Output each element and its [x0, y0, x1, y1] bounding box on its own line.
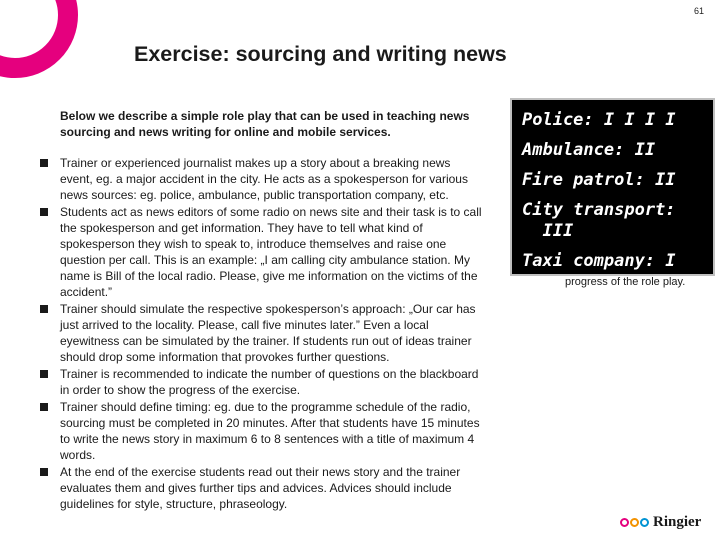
- bullet-text: Trainer is recommended to indicate the number of questions on the blackboard in order to show the progress of the exercise.: [60, 367, 479, 397]
- bullet-item: [60, 155, 484, 203]
- logo-dot-icon: [630, 518, 639, 527]
- bullet-text: Trainer should simulate the respective spokesperson’s approach: „Our car has just arrived to the locality. Please, call five minutes later.” Even a local eyewitness can be simulated by the trainer. If students run out of ideas trainer should drop some information that provokes further questions.: [60, 302, 476, 364]
- square-bullet-icon: [40, 468, 48, 476]
- bullet-text: Trainer or experienced journalist makes up a story about a breaking news event, eg. a major accident in the city. He acts as a spokesperson for various news sources: eg. police, ambulance, public transportation company, etc.: [60, 156, 468, 202]
- page-number: 61: [694, 6, 705, 16]
- square-bullet-icon: [40, 403, 48, 411]
- slide-title: Exercise: sourcing and writing news: [134, 42, 507, 66]
- blackboard-line-police: Police: I I I I: [522, 110, 676, 130]
- bullet-item: [60, 399, 484, 463]
- blackboard-line-fire-patrol: Fire patrol: II: [522, 170, 676, 190]
- bullet-item: [60, 204, 484, 300]
- blackboard-line-city-transport-count: III: [522, 221, 574, 241]
- logo-dot-icon: [640, 518, 649, 527]
- square-bullet-icon: [40, 159, 48, 167]
- logo-text: Ringier: [653, 513, 702, 530]
- bullet-text: Students act as news editors of some radio on news site and their task is to call the spokesperson and get information. They have to tell what kind of spokesperson they wish to speak to, introduce themselves and raise one question per call. This is an example: „I am calling city ambulance station. My name is Bill of the local radio. Please, give me information on the victims of the accident.”: [60, 205, 482, 299]
- blackboard-line-ambulance: Ambulance: II: [522, 140, 656, 160]
- square-bullet-icon: [40, 305, 48, 313]
- bullet-text: At the end of the exercise students read out their news story and the trainer evaluates them and gives further tips and advices. Advices should include guidelines for style, structure, phraseology.: [60, 465, 461, 511]
- decorative-ring: [0, 0, 78, 78]
- bullet-text: Trainer should define timing: eg. due to the programme schedule of the radio, sourcing must be completed in 20 minutes. After that students have 15 minutes to write the news story in maximum 6 to 8 sentences with a title of maximum 4 words.: [60, 400, 480, 462]
- bullet-item: [60, 366, 484, 398]
- blackboard-line-city-transport: City transport:: [522, 200, 676, 220]
- bullet-list: [60, 155, 484, 513]
- bullet-item: [60, 301, 484, 365]
- blackboard-image: [510, 98, 715, 276]
- square-bullet-icon: [40, 208, 48, 216]
- intro-paragraph: Below we describe a simple role play that can be used in teaching news sourcing and news writing for online and mobile services.: [60, 109, 470, 139]
- ringier-logo: [620, 512, 701, 532]
- blackboard-caption: progress of the role play.: [565, 276, 686, 288]
- logo-dot-icon: [620, 518, 629, 527]
- bullet-item: [60, 464, 484, 512]
- square-bullet-icon: [40, 370, 48, 378]
- blackboard-line-taxi-company: Taxi company: I: [522, 251, 676, 271]
